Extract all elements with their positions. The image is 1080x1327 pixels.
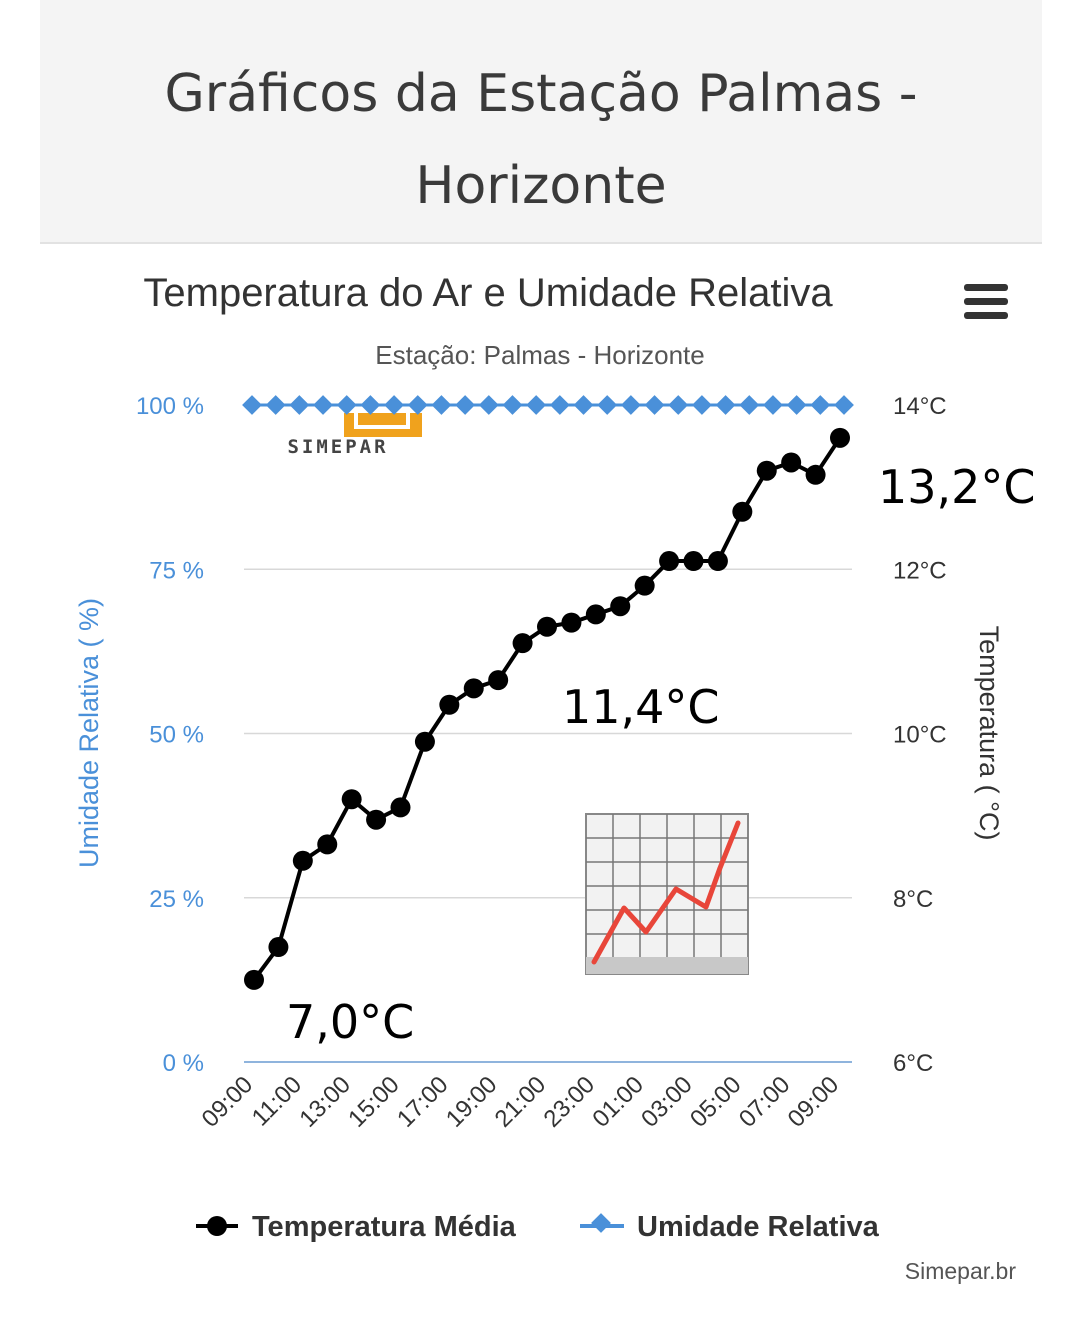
legend-label-temperatura: Temperatura Média: [252, 1211, 516, 1243]
humidity-point[interactable]: [834, 395, 854, 415]
legend-item-temperatura[interactable]: [196, 1211, 517, 1243]
temperature-point[interactable]: [464, 678, 484, 698]
humidity-point[interactable]: [597, 395, 617, 415]
annotation-min: 7,0°C: [286, 995, 415, 1049]
humidity-point[interactable]: [361, 395, 381, 415]
svg-text:SIMEPAR: SIMEPAR: [287, 436, 389, 458]
humidity-point[interactable]: [289, 395, 309, 415]
legend: [196, 1211, 880, 1243]
humidity-point[interactable]: [479, 395, 499, 415]
humidity-point[interactable]: [408, 395, 428, 415]
humidity-point[interactable]: [763, 395, 783, 415]
x-tick-label: 15:00: [343, 1071, 405, 1133]
humidity-point[interactable]: [574, 395, 594, 415]
humidity-point[interactable]: [716, 395, 736, 415]
left-tick-label: 100 %: [135, 393, 204, 420]
humidity-point[interactable]: [645, 395, 665, 415]
temperature-point[interactable]: [537, 617, 557, 637]
temperature-point[interactable]: [635, 576, 655, 596]
x-tick-label: 09:00: [196, 1071, 259, 1133]
left-axis-label: Umidade Relativa ( %): [74, 597, 104, 869]
humidity-point[interactable]: [455, 395, 475, 415]
temperature-point[interactable]: [586, 604, 606, 624]
temperature-point[interactable]: [342, 789, 362, 809]
left-axis-ticks: [136, 393, 204, 1077]
x-tick-label: 07:00: [733, 1071, 796, 1133]
right-axis-label: Temperatura ( °C): [974, 625, 1004, 841]
x-tick-label: 21:00: [489, 1071, 552, 1133]
x-tick-label: 19:00: [440, 1071, 503, 1133]
temperature-point[interactable]: [244, 970, 264, 990]
humidity-point[interactable]: [432, 395, 452, 415]
humidity-point[interactable]: [692, 395, 712, 415]
temperature-point[interactable]: [708, 551, 728, 571]
left-tick-label: 0 %: [162, 1050, 204, 1077]
humidity-point[interactable]: [242, 395, 262, 415]
right-tick-label: 14°C: [893, 393, 947, 420]
temperature-point[interactable]: [439, 695, 459, 715]
x-tick-label: 05:00: [685, 1071, 747, 1133]
series-temperatura-media: [244, 428, 850, 990]
chart-subtitle: Estação: Palmas - Horizonte: [375, 340, 705, 370]
right-tick-label: 12°C: [893, 557, 947, 585]
humidity-point[interactable]: [787, 395, 807, 415]
annotation-max: 13,2°C: [878, 460, 1036, 514]
humidity-point[interactable]: [503, 395, 523, 415]
temperature-point[interactable]: [830, 428, 850, 448]
annotation-mid: 11,4°C: [562, 680, 720, 734]
humidity-point[interactable]: [313, 395, 333, 415]
left-tick-label: 25 %: [149, 885, 204, 913]
humidity-point[interactable]: [526, 395, 546, 415]
temperature-point[interactable]: [684, 551, 704, 571]
x-tick-label: 09:00: [782, 1071, 845, 1133]
x-tick-label: 01:00: [587, 1071, 649, 1133]
grid-lines: [244, 405, 852, 1062]
chart-increasing-icon: [586, 814, 748, 974]
legend-item-umidade[interactable]: [580, 1211, 880, 1243]
temperature-point[interactable]: [415, 732, 435, 752]
temperature-point[interactable]: [513, 633, 533, 653]
humidity-point[interactable]: [337, 395, 357, 415]
right-tick-label: 8°C: [893, 885, 934, 913]
humidity-point[interactable]: [668, 395, 688, 415]
temperature-point[interactable]: [293, 851, 313, 871]
chart-title: Temperatura do Ar e Umidade Relativa: [143, 271, 833, 315]
humidity-point[interactable]: [266, 395, 286, 415]
legend-label-umidade: Umidade Relativa: [637, 1211, 879, 1243]
x-tick-label: 03:00: [636, 1071, 698, 1133]
temperature-point[interactable]: [610, 596, 630, 616]
temperature-point[interactable]: [732, 502, 752, 522]
page-title: Gráficos da Estação Palmas - Horizonte: [164, 64, 918, 216]
credits-link[interactable]: Simepar.br: [904, 1258, 1016, 1284]
temperature-point[interactable]: [268, 937, 288, 957]
x-tick-label: 11:00: [246, 1071, 308, 1132]
left-tick-label: 50 %: [149, 721, 204, 749]
temperature-point[interactable]: [806, 465, 826, 485]
temperature-line: [254, 438, 840, 980]
temperature-point[interactable]: [561, 613, 581, 633]
x-tick-label: 23:00: [538, 1071, 601, 1133]
series-umidade-relativa: [242, 395, 854, 415]
temperature-point[interactable]: [757, 461, 777, 481]
x-tick-label: 17:00: [392, 1071, 454, 1133]
right-tick-label: 10°C: [893, 721, 947, 749]
temperature-point[interactable]: [391, 797, 411, 817]
temperature-point[interactable]: [488, 670, 508, 690]
right-tick-label: 6°C: [893, 1050, 934, 1077]
humidity-point[interactable]: [550, 395, 570, 415]
simepar-logo: [254, 413, 424, 458]
temperature-point[interactable]: [659, 551, 679, 571]
left-tick-label: 75 %: [149, 557, 204, 585]
x-axis-ticks: [197, 1071, 845, 1133]
humidity-point[interactable]: [739, 395, 759, 415]
temperature-point[interactable]: [366, 810, 386, 830]
x-tick-label: 13:00: [294, 1071, 356, 1133]
humidity-point[interactable]: [810, 395, 830, 415]
temperature-point[interactable]: [781, 452, 801, 472]
temperature-point[interactable]: [317, 834, 337, 854]
humidity-point[interactable]: [621, 395, 641, 415]
humidity-point[interactable]: [384, 395, 404, 415]
